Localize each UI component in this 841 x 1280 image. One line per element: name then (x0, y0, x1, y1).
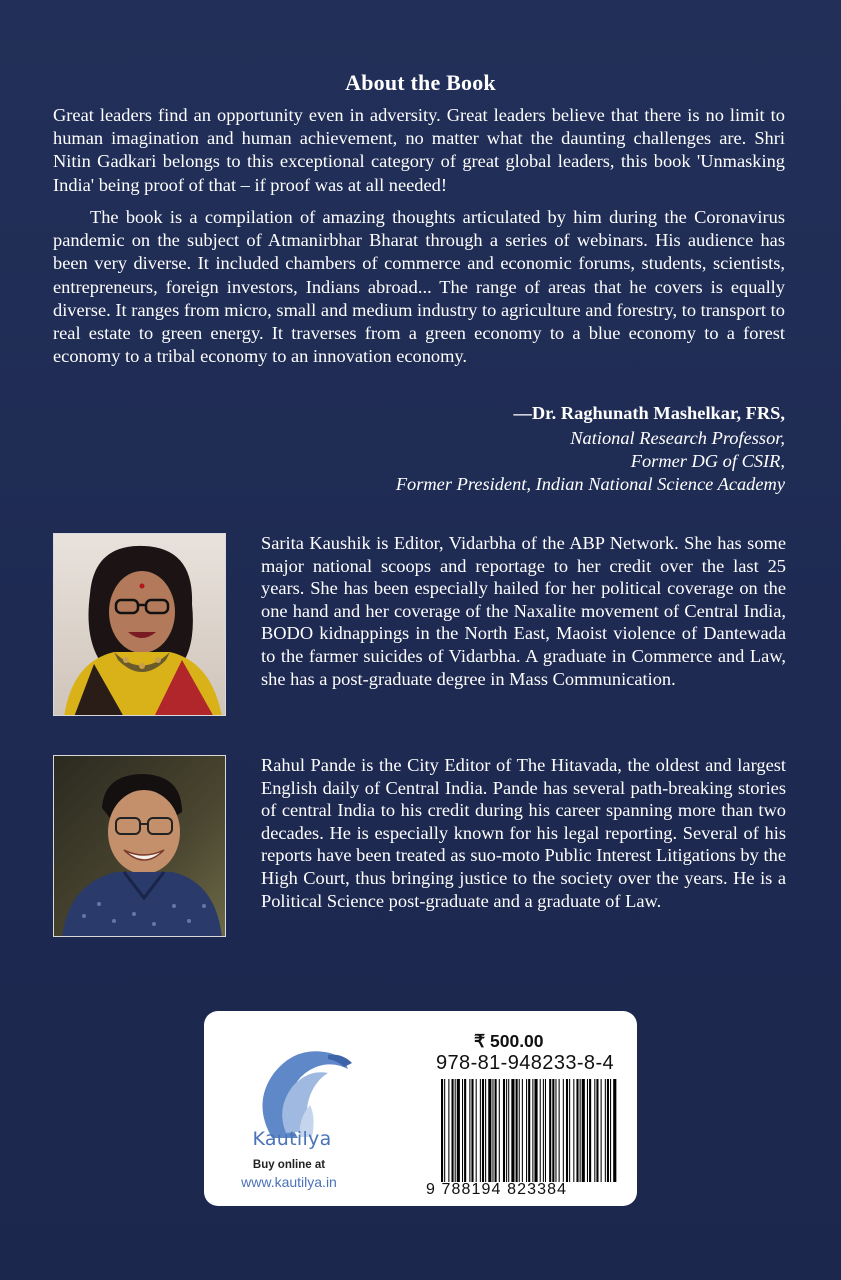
woman-portrait-illustration (54, 534, 226, 716)
barcode-bar (488, 1079, 491, 1182)
barcode-bar (455, 1079, 456, 1182)
barcode-bar (613, 1079, 616, 1182)
barcode-bar (499, 1079, 500, 1182)
barcode-bar (457, 1079, 460, 1182)
barcode-bar (452, 1079, 454, 1182)
man-portrait-illustration (54, 756, 226, 937)
price-label: ₹ 500.00 (474, 1031, 544, 1051)
barcode-number: 9 788194 823384 (426, 1181, 568, 1198)
barcode-bar (516, 1079, 518, 1182)
attribution-role: Former DG of CSIR, (630, 451, 785, 471)
barcode-bar (469, 1079, 470, 1182)
barcode-bar (508, 1079, 509, 1182)
barcode-bar (566, 1079, 568, 1182)
barcode-bar (582, 1079, 585, 1182)
barcode-bar (596, 1079, 598, 1182)
barcode-bar (587, 1079, 588, 1182)
barcode-bar (552, 1079, 554, 1182)
barcode-bar (482, 1079, 484, 1182)
barcode-bar (448, 1079, 449, 1182)
attribution-role: National Research Professor, (570, 428, 785, 448)
barcode-bar (534, 1079, 537, 1182)
barcode-bar (528, 1079, 530, 1182)
barcode-bar (511, 1079, 514, 1182)
barcode-bar (573, 1079, 574, 1182)
barcode-bar (589, 1079, 591, 1182)
barcode-bar (464, 1079, 466, 1182)
author-bio-rahul: Rahul Pande is the City Editor of The Hitavada, the oldest and largest English daily of Central India. Pande has several path-breaking stories of central India to his credit during his career spanning more than two decades. He is especially known for his legal reporting. Several of his reports have been treated as suo-moto Public Interest Litigations by the High Court, thus bringing justice to the society over the years. He is a Political Science post-graduate and a graduate of Law. (261, 755, 786, 911)
barcode-bar (526, 1079, 527, 1182)
barcode-bar (492, 1079, 493, 1182)
barcode-bar (601, 1079, 602, 1182)
buy-online-label: Buy online at (252, 1159, 326, 1171)
barcode-bar (503, 1079, 505, 1182)
barcode-bar (495, 1079, 497, 1182)
barcode-bar (543, 1079, 544, 1182)
about-heading: About the Book (345, 70, 496, 95)
barcode-bar (563, 1079, 564, 1182)
barcode-bar (532, 1079, 533, 1182)
publisher-website-link[interactable]: www.kautilya.in (241, 1174, 337, 1190)
barcode-bar (480, 1079, 481, 1182)
about-paragraph-1: Great leaders find an opportunity even in adversity. Great leaders believe that there is no limit to human imagination and human achievement, no matter what the daunting challenges are. Shri Nitin Gadkari belongs to this exceptional category of great global leaders, this book 'Unmasking India' being proof of that – if proof was at all needed! (53, 105, 785, 195)
barcode-bar (576, 1079, 578, 1182)
attribution-name: —Dr. Raghunath Mashelkar, FRS, (513, 403, 785, 423)
barcode-graphic (440, 1079, 618, 1182)
barcode-bar (471, 1079, 473, 1182)
barcode-bar (594, 1079, 595, 1182)
barcode-bar (519, 1079, 520, 1182)
isbn-label: 978-81-948233-8-4 (436, 1052, 615, 1074)
publisher-badge (204, 1011, 637, 1206)
author-photo-sarita (53, 533, 226, 716)
author-photo-rahul (53, 755, 226, 937)
barcode-bar (549, 1079, 551, 1182)
barcode-bar (476, 1079, 477, 1182)
barcode-bar (540, 1079, 541, 1182)
author-bio-sarita: Sarita Kaushik is Editor, Vidarbha of the ABP Network. She has some major national scoops and reportage to her credit over the last 25 years. She has been especially hailed for her political coverage on the one hand and her coverage of the Naxalite movement of Central India, BODO kidnappings in the North East, Maoist violence of Dantewada to the farmer suicides of Vidarbha. A graduate in Commerce and Law, she has a post-graduate degree in Mass Communication. (261, 533, 786, 689)
barcode-bar (559, 1079, 560, 1182)
barcode-bar (444, 1079, 445, 1182)
barcode-bar (569, 1079, 570, 1182)
barcode-bar (462, 1079, 463, 1182)
barcode-bar (610, 1079, 611, 1182)
barcode-bar (555, 1079, 556, 1182)
barcode-bar (545, 1079, 546, 1182)
about-paragraph-2: The book is a compilation of amazing thoughts articulated by him during the Coronavirus pandemic on the subject of Atmanirbhar Bharat through a series of webinars. His audience has been very diverse. It included chambers of commerce and economic forums, students, scientists, entrepreneurs, foreign investors, Indians abroad... The range of areas that he covers is equally diverse. It ranges from micro, small and medium industry to agriculture and forestry, to transport to real estate to green energy. It traverses from a green economy to a blue economy to a forest economy to a tribal economy to an innovation economy. (53, 207, 785, 367)
barcode-bar (607, 1079, 609, 1182)
barcode-bar (580, 1079, 581, 1182)
barcode-bar (506, 1079, 507, 1182)
barcode-bar (522, 1079, 523, 1182)
barcode-bar (485, 1079, 486, 1182)
barcode-bar (605, 1079, 606, 1182)
attribution-role: Former President, Indian National Science Academy (395, 474, 785, 494)
publisher-logo-text: Kautilya (252, 1128, 332, 1150)
barcode-bar (441, 1079, 443, 1182)
